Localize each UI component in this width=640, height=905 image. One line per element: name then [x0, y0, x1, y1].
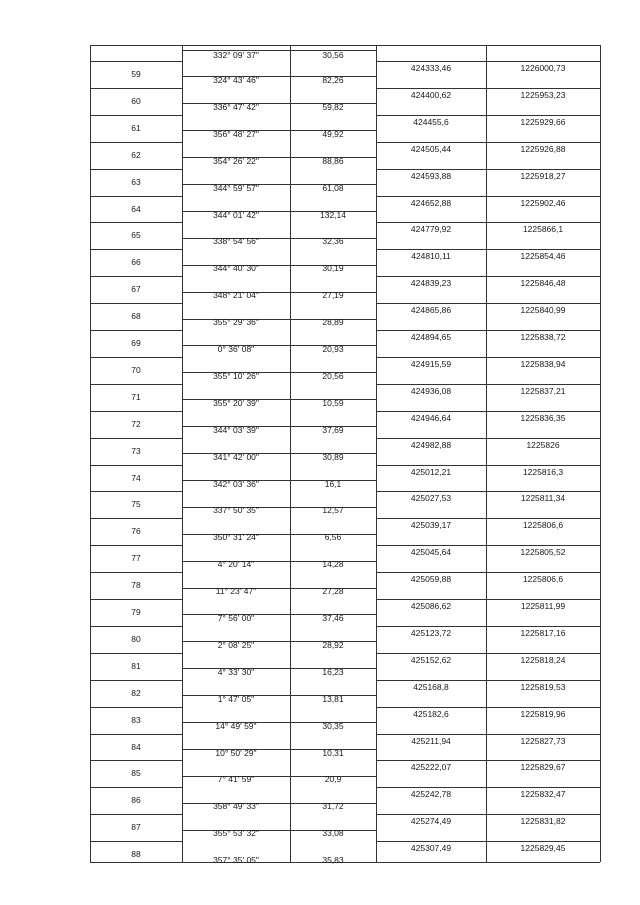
x-coordinate: 424865,86: [410, 305, 452, 316]
x-coordinate: 425045,64: [410, 547, 452, 558]
row-divider: [376, 572, 600, 573]
row-divider: [376, 222, 600, 223]
point-number: 81: [131, 660, 141, 671]
y-coordinate: 1225854,46: [520, 251, 566, 262]
y-coordinate: 1225840,99: [520, 305, 566, 316]
angle-cell: 324° 43' 46": [213, 75, 259, 85]
row-divider: [90, 653, 182, 654]
y-coordinate: 1225836,35: [520, 412, 566, 423]
y-coordinate: 1225832,47: [520, 789, 566, 800]
y-coordinate: 1225806,6: [522, 574, 564, 585]
point-number: 85: [131, 768, 141, 779]
x-coordinate: 424839,23: [410, 278, 452, 289]
point-number: 87: [131, 822, 141, 833]
row-divider: [376, 411, 600, 412]
angle-cell: 344° 03' 39": [213, 424, 259, 435]
row-divider: [90, 169, 182, 170]
distance-cell: 30,56: [322, 50, 344, 60]
row-divider: [376, 465, 600, 466]
distance-cell: 33,08: [322, 828, 344, 839]
y-coordinate: 1225831,82: [520, 816, 566, 827]
angle-cell: 344° 01' 42": [213, 209, 259, 220]
row-divider: [376, 249, 600, 250]
table-column-border: [600, 45, 601, 862]
distance-cell: 30,35: [322, 720, 344, 731]
angle-cell: 350° 31' 24": [213, 532, 259, 543]
distance-cell: 10,31: [322, 747, 344, 758]
row-divider: [376, 680, 600, 681]
point-number: 65: [131, 230, 141, 241]
x-coordinate: 425123,72: [410, 627, 452, 638]
row-divider: [376, 196, 600, 197]
row-divider: [376, 734, 600, 735]
row-divider: [376, 707, 600, 708]
row-divider: [90, 491, 182, 492]
x-coordinate: 425039,17: [410, 520, 452, 531]
row-divider: [90, 465, 182, 466]
x-coordinate: 424915,59: [410, 358, 452, 369]
distance-cell: 20,9: [324, 774, 342, 785]
row-divider: [90, 545, 182, 546]
distance-cell: 59,82: [322, 101, 344, 112]
point-number: 67: [131, 284, 141, 295]
point-number: 69: [131, 338, 141, 348]
distance-cell: 31,72: [322, 801, 344, 812]
y-coordinate: 1225818,24: [520, 654, 566, 665]
distance-cell: 27,19: [322, 290, 344, 301]
distance-cell: 88,86: [322, 155, 344, 166]
y-coordinate: 1225829,67: [520, 762, 566, 773]
row-divider: [376, 384, 600, 385]
angle-cell: 4° 33' 30": [217, 666, 255, 677]
angle-cell: 355° 10' 26": [213, 370, 259, 381]
row-divider: [376, 841, 600, 842]
x-coordinate: 424455,6: [413, 116, 449, 127]
distance-cell: 37,46: [322, 613, 344, 623]
y-coordinate: 1225811,34: [520, 493, 566, 504]
row-divider: [90, 518, 182, 519]
x-coordinate: 424936,08: [410, 385, 452, 396]
point-number: 79: [131, 607, 141, 617]
x-coordinate: 425211,94: [411, 735, 451, 746]
row-divider: [90, 411, 182, 412]
x-coordinate: 425182,6: [413, 708, 449, 719]
y-coordinate: 1225811,99: [520, 601, 566, 611]
row-divider: [90, 142, 182, 143]
distance-cell: 27,28: [322, 586, 344, 597]
angle-cell: 357° 35' 05": [213, 855, 259, 866]
row-divider: [376, 330, 600, 331]
row-divider: [90, 734, 182, 735]
angle-cell: 344° 59' 57": [213, 182, 259, 193]
row-divider: [90, 572, 182, 573]
point-number: 76: [131, 526, 141, 537]
x-coordinate: 425059,88: [410, 574, 452, 585]
angle-cell: 1° 47' 05": [217, 693, 255, 704]
point-number: 66: [131, 257, 141, 268]
point-number: 77: [131, 553, 141, 564]
point-number: 74: [131, 472, 141, 483]
x-coordinate: 425152,62: [410, 654, 452, 665]
x-coordinate: 425274,49: [410, 816, 452, 827]
point-number: 82: [131, 687, 141, 698]
y-coordinate: 1225819,96: [520, 708, 566, 719]
row-divider: [90, 357, 182, 358]
distance-cell: 20,56: [322, 370, 344, 381]
x-coordinate: 424505,44: [410, 143, 452, 154]
row-divider: [90, 88, 182, 89]
distance-cell: 28,89: [322, 317, 344, 328]
angle-cell: 338° 54' 56": [213, 236, 259, 247]
angle-cell: 7° 56' 00": [217, 613, 255, 623]
x-coordinate: 425086,62: [410, 601, 452, 611]
x-coordinate: 425242,78: [410, 789, 452, 800]
angle-cell: 344° 40' 30": [213, 263, 259, 274]
y-coordinate: 1225817,16: [520, 627, 566, 638]
point-number: 64: [131, 203, 141, 214]
angle-cell: 355° 53' 32": [213, 828, 259, 839]
point-number: 62: [131, 149, 141, 160]
y-coordinate: 1225837,21: [520, 385, 566, 396]
distance-cell: 82,26: [322, 75, 344, 85]
distance-cell: 132,14: [320, 209, 346, 220]
y-coordinate: 1225829,45: [520, 843, 566, 854]
row-divider: [376, 142, 600, 143]
point-number: 78: [131, 580, 141, 591]
row-divider: [376, 357, 600, 358]
x-coordinate: 424982,88: [410, 439, 452, 450]
x-coordinate: 424400,62: [410, 89, 452, 100]
row-divider: [376, 814, 600, 815]
point-number: 72: [131, 418, 141, 429]
x-coordinate: 424779,92: [410, 224, 452, 235]
row-divider: [90, 61, 182, 62]
y-coordinate: 1225819,53: [520, 681, 566, 692]
distance-cell: 12,57: [322, 505, 344, 516]
row-divider: [90, 384, 182, 385]
row-divider: [90, 196, 182, 197]
distance-cell: 28,92: [322, 639, 344, 650]
y-coordinate: 1225926,88: [520, 143, 566, 154]
y-coordinate: 1225805,52: [520, 547, 566, 558]
point-number: 75: [131, 499, 141, 510]
row-divider: [90, 680, 182, 681]
angle-cell: 2° 08' 25": [217, 639, 255, 650]
angle-cell: 358° 49' 33": [213, 801, 259, 812]
angle-cell: 355° 29' 36": [213, 317, 259, 328]
angle-cell: 355° 20' 39": [213, 397, 259, 408]
row-divider: [90, 841, 182, 842]
row-divider: [376, 760, 600, 761]
row-divider: [376, 276, 600, 277]
row-divider: [90, 814, 182, 815]
distance-cell: 16,23: [322, 666, 344, 677]
angle-cell: 7° 41' 59": [217, 774, 255, 785]
x-coordinate: 424593,88: [410, 170, 452, 181]
distance-cell: 35,83: [322, 855, 344, 866]
y-coordinate: 1225902,46: [520, 197, 566, 208]
y-coordinate: 1225838,72: [520, 332, 566, 342]
row-divider: [90, 438, 182, 439]
row-divider: [90, 115, 182, 116]
point-number: 88: [131, 849, 141, 860]
point-number: 59: [131, 69, 141, 79]
x-coordinate: 425222,07: [410, 762, 452, 773]
point-number: 60: [131, 95, 141, 106]
row-divider: [376, 115, 600, 116]
row-divider: [376, 61, 600, 62]
row-divider: [90, 626, 182, 627]
table-column-border: [486, 45, 487, 862]
distance-cell: 6,56: [324, 532, 342, 543]
point-number: 73: [131, 445, 141, 456]
row-divider: [90, 222, 182, 223]
distance-cell: 14,28: [322, 559, 344, 570]
y-coordinate: 1225953,23: [520, 89, 566, 100]
angle-cell: 348° 21' 04": [213, 290, 259, 301]
angle-cell: 341° 42' 00": [213, 451, 259, 462]
angle-cell: 336° 47' 42": [213, 101, 259, 112]
row-divider: [90, 599, 182, 600]
angle-cell: 11° 23' 47": [215, 586, 257, 597]
point-number: 83: [131, 714, 141, 725]
y-coordinate: 1225827,73: [520, 735, 566, 746]
angle-cell: 356° 48' 27": [213, 128, 259, 139]
distance-cell: 16,1: [324, 478, 342, 489]
y-coordinate: 1225846,48: [520, 278, 566, 289]
row-divider: [376, 787, 600, 788]
y-coordinate: 1225929,66: [520, 116, 566, 127]
point-number: 86: [131, 795, 141, 806]
row-divider: [90, 330, 182, 331]
distance-cell: 30,89: [322, 451, 344, 462]
y-coordinate: 1225816,3: [522, 466, 564, 477]
row-divider: [376, 88, 600, 89]
y-coordinate: 1225838,94: [520, 358, 566, 369]
row-divider: [376, 438, 600, 439]
point-number: 68: [131, 311, 141, 322]
row-divider: [376, 626, 600, 627]
angle-cell: 342° 03' 36": [213, 478, 259, 489]
row-divider: [90, 276, 182, 277]
x-coordinate: 424946,64: [410, 412, 452, 423]
row-divider: [90, 787, 182, 788]
point-number: 61: [131, 122, 141, 133]
distance-cell: 10,59: [322, 397, 344, 408]
row-divider: [376, 169, 600, 170]
row-divider: [376, 599, 600, 600]
distance-cell: 61,08: [322, 182, 344, 193]
point-number: 80: [131, 633, 141, 644]
angle-cell: 332° 09' 37": [213, 50, 259, 60]
x-coordinate: 424652,88: [410, 197, 452, 208]
angle-cell: 354° 26' 22": [213, 155, 259, 166]
angle-cell: 10° 50' 29": [215, 747, 257, 758]
y-coordinate: 1225806,6: [522, 520, 564, 531]
angle-cell: 4° 20' 14": [217, 559, 255, 570]
point-number: 71: [131, 391, 141, 402]
x-coordinate: 425307,49: [410, 843, 452, 854]
row-divider: [90, 760, 182, 761]
point-number: 70: [131, 364, 141, 375]
table-border-top: [90, 45, 600, 46]
x-coordinate: 424894,65: [410, 332, 452, 342]
x-coordinate: 424810,11: [411, 251, 451, 262]
row-divider: [90, 707, 182, 708]
y-coordinate: 1225826: [526, 439, 560, 450]
distance-cell: 49,92: [322, 128, 344, 139]
x-coordinate: 424333,46: [410, 63, 452, 73]
point-number: 63: [131, 176, 141, 187]
row-divider: [376, 545, 600, 546]
distance-cell: 30,19: [322, 263, 344, 274]
row-divider: [90, 249, 182, 250]
point-number: 84: [131, 741, 141, 752]
angle-cell: 0° 36' 08": [217, 344, 255, 354]
angle-cell: 14° 49' 59": [215, 720, 257, 731]
row-divider: [376, 491, 600, 492]
angle-cell: 337° 50' 35": [213, 505, 259, 516]
distance-cell: 32,36: [322, 236, 344, 247]
row-divider: [90, 303, 182, 304]
y-coordinate: 1225866,1: [522, 224, 564, 235]
x-coordinate: 425027,53: [410, 493, 452, 504]
distance-cell: 20,93: [322, 344, 344, 354]
distance-cell: 13,81: [322, 693, 344, 704]
y-coordinate: 1225918,27: [520, 170, 566, 181]
x-coordinate: 425168,8: [413, 681, 449, 692]
row-divider: [376, 303, 600, 304]
distance-cell: 37,69: [322, 424, 344, 435]
y-coordinate: 1226000,73: [520, 63, 566, 73]
row-divider: [376, 653, 600, 654]
x-coordinate: 425012,21: [410, 466, 452, 477]
row-divider: [376, 518, 600, 519]
